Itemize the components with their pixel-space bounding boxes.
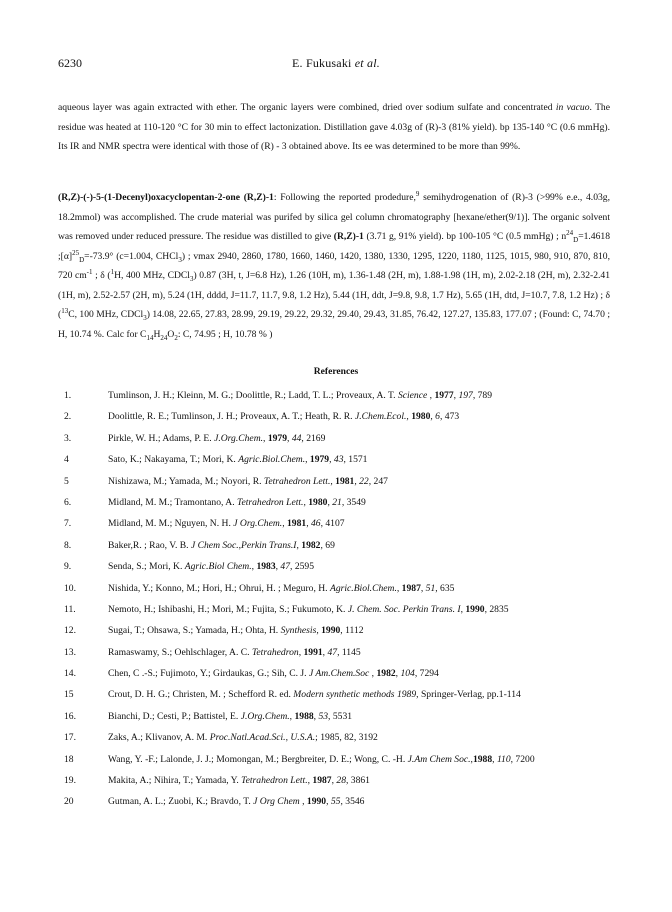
reference-authors: Bianchi, D.; Cesti, P.; Battistel, E.	[108, 710, 241, 722]
reference-number: 11.	[64, 603, 76, 615]
para2-text-1: : Following the reported prodedure,	[273, 192, 416, 203]
reference-number: 9.	[64, 561, 72, 573]
reference-journal: Tetrahedron	[251, 646, 299, 658]
references-heading: References	[313, 366, 359, 377]
reference-year: 1980	[411, 411, 431, 423]
paragraph-experimental-2	[58, 188, 610, 344]
reference-pages: , 3546	[340, 796, 365, 808]
para2-text-3: (3.71 g, 91% yield). bp 100-105 °C (0.5 mmHg) ; n	[363, 231, 567, 242]
reference-authors: Nishida, Y.; Konno, M.; Hori, H.; Ohrui, H. ; Meguro, H.	[108, 582, 330, 594]
para2-text-12: H	[153, 328, 161, 340]
reference-journal: J Chem Soc.,Perkin Trans.I	[190, 539, 297, 551]
running-header	[58, 56, 614, 72]
reference-text	[108, 732, 378, 743]
para2-text-14: : C, 74.95 ; H, 10.78 % )	[177, 328, 273, 340]
reference-pages: , 2595	[290, 561, 314, 573]
cdcl3-subscript: 3	[189, 274, 194, 283]
reference-journal: J.Chem.Ecol.	[354, 411, 407, 423]
reference-separator: ,	[470, 753, 473, 765]
reference-journal: J.Am Chem Soc.	[407, 753, 471, 765]
cdcl3-subscript-2: 3	[143, 313, 147, 322]
para2-text-9: ) 0.87 (3H, t, J=6.8 Hz), 1.26 (10H, m), 1.36-1.48 (2H, m), 1.88-1.98 (1H, m), 2.02-2.18 (2H, m), 2.32-2.41 (1H, m), 2.52-2.57 (2H, m), 5.24 (1H, dddd, J=11.7, 11.7, 9.8, 1.2 Hz), 5.44 (1H, ddt, J=9.8, 9.8, 1.7 Hz), 5.65 (1H, dtd, J=10.7, 7.8, 1.2 Hz) ; δ (	[58, 270, 610, 320]
reference-volume: 6	[435, 411, 440, 423]
nd-superscript: 24	[566, 228, 574, 237]
reference-separator: ,	[296, 539, 302, 551]
alpha-superscript: 25	[72, 248, 80, 257]
reference-separator: ,	[303, 496, 309, 508]
compound-name: (R,Z)-(-)-5-(1-Decenyl)oxacyclopentan-2-one (R,Z)-1	[58, 192, 274, 203]
reference-item	[58, 754, 614, 775]
reference-text: Sato, K.; Nakayama, T.; Mori, K. Agric.Biol.Chem., 1979, 43, 1571	[108, 454, 368, 466]
reference-separator: ,	[396, 582, 402, 594]
reference-year: 1982	[301, 539, 321, 551]
reference-volume: 197	[458, 390, 473, 401]
page-number: 6230	[58, 56, 82, 70]
reference-pages: , 1145	[337, 646, 361, 658]
reference-pages: 1985, 82, 3192	[320, 732, 378, 744]
reference-year: 1988	[472, 753, 493, 765]
reference-year: 1990	[306, 796, 327, 808]
para2-text-5: =-73.9° (c=1.004, CHCl	[84, 250, 179, 262]
paragraph-experimental-1	[58, 98, 610, 157]
reference-authors: Makita, A.; Nihira, T.; Yamada, Y.	[108, 775, 242, 787]
reference-year: 1979	[309, 454, 330, 466]
reference-text	[108, 625, 364, 636]
reference-authors: Nemoto, H.; Ishibashi, H.; Mori, M.; Fujita, S.; Fukumoto, K.	[108, 603, 348, 615]
reference-number: 15	[64, 689, 74, 701]
reference-volume: 44	[291, 432, 302, 444]
reference-volume: 28	[336, 775, 346, 787]
reference-text: Midland, M. M.; Tramontano, A. Tetrahedron Lett., 1980, 21, 3549	[108, 496, 366, 508]
reference-item	[58, 433, 614, 454]
reference-item	[58, 390, 614, 411]
reference-item	[58, 647, 614, 668]
reference-text: Senda, S.; Mori, K. Agric.Biol Chem., 1983, 47, 2595	[108, 561, 314, 573]
reference-item	[58, 604, 614, 625]
formula-o-subscript: 2	[174, 333, 178, 342]
para2-text-4: =1.4618 ;[α]	[58, 231, 610, 262]
reference-volume: 51	[425, 582, 436, 594]
reference-volume: 43	[333, 454, 344, 466]
reference-item	[58, 711, 614, 732]
reference-authors: Zaks, A.; Klivanov, A. M.	[108, 732, 210, 744]
reference-item	[58, 497, 614, 518]
reference-pages: , 2835	[484, 603, 509, 615]
et-al: et al.	[354, 56, 380, 70]
para2-text-10: C, 100 MHz, CDCl	[68, 309, 144, 320]
reference-journal: J. Chem. Soc. Perkin Trans. I	[347, 603, 461, 615]
cm-superscript: -1	[86, 267, 93, 276]
reference-year: 1981	[335, 475, 355, 487]
reference-text	[108, 689, 521, 700]
references-list	[58, 390, 614, 818]
reference-item	[58, 689, 614, 710]
reference-authors: Sato, K.; Nakayama, T.; Mori, K.	[108, 454, 239, 466]
reference-number: 14.	[64, 668, 76, 680]
reference-text: Gutman, A. L.; Zuobi, K.; Bravdo, T. J Org Chem , 1990, 55, 3546	[108, 796, 365, 808]
reference-text: Doolittle, R. E.; Tumlinson, J. H.; Proveaux, A. T.; Heath, R. R. J.Chem.Ecol., 1980, 6, 473	[108, 411, 460, 423]
reference-item	[58, 540, 614, 561]
reference-pages: , 247	[368, 475, 388, 487]
reference-authors: Wang, Y. -F.; Lalonde, J. J.; Momongan, M.; Bergbreiter, D. E.; Wong, C. -H.	[108, 753, 408, 765]
reference-year: 1990	[465, 603, 485, 615]
reference-item	[58, 583, 614, 604]
reference-year: 1981	[287, 518, 307, 530]
reference-number: 19.	[64, 775, 76, 787]
reference-number: 3.	[64, 432, 72, 444]
reference-journal: Tetrahedron Lett.	[241, 775, 308, 787]
reference-journal: Tetrahedron Lett.	[263, 475, 331, 487]
reference-journal: Modern synthetic methods 1989	[293, 689, 417, 701]
reference-pages: , 7200	[510, 753, 535, 765]
reference-authors: Nishizawa, M.; Yamada, M.; Noyori, R.	[108, 475, 264, 487]
reference-text: Nishida, Y.; Konno, M.; Hori, H.; Ohrui, H. ; Meguro, H. Agric.Biol.Chem., 1987, 51, 635	[108, 582, 455, 594]
reference-pages: , 2169	[301, 432, 326, 444]
para1-text-2: . The residue was heated at 110-120 °C for 30 min to effect lactonization. Distillation gave 4.03g of (R)-3 (81% yield). bp 135-140 °C (0.6 mmHg). Its IR and NMR spectra were identical with those of (R) - 3 obtained above. Its ee was determined to be more than 99%.	[58, 102, 610, 152]
para2-text-6: ) ; vmax 2940, 2860, 1780, 1660, 1460, 1420, 1380, 1330, 1295, 1220, 1180, 1125, 1015, 980, 910, 870, 810, 720 cm	[58, 250, 610, 281]
reference-volume: 47	[327, 646, 338, 658]
reference-year: 1987	[401, 582, 421, 594]
reference-separator: ,	[307, 775, 313, 787]
reference-journal: J.Org.Chem.	[240, 710, 290, 722]
reference-number: 18	[64, 753, 74, 765]
reference-number: 12.	[64, 625, 76, 637]
reference-item	[58, 561, 614, 582]
reference-item	[58, 625, 614, 646]
reference-year: 1982	[376, 668, 396, 680]
reference-number: 8.	[64, 539, 72, 551]
reference-journal: Tetrahedron Lett.	[237, 496, 304, 508]
reference-pages: , 69	[320, 539, 335, 551]
reference-journal: Synthesis	[280, 625, 317, 637]
reference-number: 10.	[64, 582, 76, 594]
reference-item	[58, 454, 614, 475]
chcl3-subscript: 3	[178, 255, 182, 264]
reference-item	[58, 775, 614, 796]
reference-year: 1991	[303, 646, 323, 658]
para1-text-1: aqueous layer was again extracted with ether. The organic layers were combined, dried over sodium sulfate and concentrated	[58, 102, 556, 113]
reference-text: Tumlinson, J. H.; Kleinn, M. G.; Doolittle, R.; Ladd, T. L.; Proveaux, A. T. Science , 1977, 197, 789	[108, 390, 493, 401]
reference-journal: J Org.Chem.	[233, 518, 283, 530]
reference-separator: ,	[316, 625, 322, 637]
reference-number: 2.	[64, 411, 72, 423]
reference-separator: ,	[298, 646, 304, 658]
reference-text: Wang, Y. -F.; Lalonde, J. J.; Momongan, M.; Bergbreiter, D. E.; Wong, C. -H. J.Am Chem Soc.,1988, 110, 7200	[108, 753, 535, 765]
reference-year: 1990	[321, 625, 341, 637]
reference-number: 6.	[64, 496, 72, 508]
reference-journal: Agric.Biol Chem.	[184, 561, 252, 573]
reference-number: 7.	[64, 518, 72, 530]
reference-pages: , 1571	[343, 454, 368, 466]
para2-text-7: ; δ (	[92, 270, 111, 281]
reference-text: Midland, M. M.; Nguyen, N. H. J Org.Chem., 1981, 46, 4107	[108, 518, 345, 530]
reference-item	[58, 476, 614, 497]
reference-authors: Gutman, A. L.; Zuobi, K.; Bravdo, T.	[108, 796, 254, 808]
reference-authors: Sugai, T.; Ohsawa, S.; Yamada, H.; Ohta, H.	[108, 625, 281, 637]
reference-number: 13.	[64, 646, 76, 658]
reference-number: 4	[64, 454, 69, 466]
nd-subscript: D	[573, 235, 579, 244]
reference-item	[58, 518, 614, 539]
reference-volume: 110	[496, 753, 511, 765]
reference-journal: Proc.Natl.Acad.Sci., U.S.A.	[209, 732, 316, 744]
reference-authors: Baker,R. ; Rao, V. B.	[108, 539, 191, 551]
reference-number: 1.	[64, 390, 72, 401]
alpha-subscript: D	[79, 255, 85, 264]
reference-separator: ,	[251, 561, 257, 573]
h1-superscript: 1	[110, 267, 115, 276]
reference-volume: 21	[332, 496, 342, 508]
reference-item	[58, 668, 614, 689]
reference-separator: ,	[369, 668, 377, 680]
para2-text-8: H, 400 MHz, CDCl	[114, 270, 190, 281]
reference-journal: J Am.Chem.Soc	[308, 668, 370, 680]
reference-text: Chen, C .-S.; Fujimoto, Y.; Girdaukas, G.; Sih, C. J. J Am.Chem.Soc , 1982, 104, 7294	[108, 668, 439, 680]
reference-authors: Midland, M. M.; Nguyen, N. H.	[108, 518, 234, 530]
reference-journal: Agric.Biol.Chem.	[238, 454, 306, 466]
reference-item	[58, 411, 614, 432]
reference-separator: ,	[305, 454, 310, 466]
reference-pages: , 1112	[340, 625, 364, 637]
reference-pages: , 3549	[341, 496, 366, 508]
reference-pages: , 4107	[320, 518, 345, 530]
reference-separator: ,	[289, 710, 295, 722]
reference-separator: , Springer-Verlag, pp.1-114	[416, 689, 521, 701]
reference-volume: 55	[330, 796, 341, 808]
reference-separator: ,	[460, 603, 466, 615]
reference-pages: , 5531	[328, 710, 353, 722]
c13-superscript: 13	[61, 306, 69, 315]
reference-number: 5	[64, 475, 69, 487]
reference-pages: , 7294	[414, 668, 439, 680]
reference-separator: ,	[299, 796, 307, 808]
reference-text: Ramaswamy, S.; Oehlschlager, A. C. Tetrahedron, 1991, 47, 1145	[108, 646, 361, 658]
para2-text-11: ) 14.08, 22.65, 27.83, 28.99, 29.19, 29.22, 29.32, 29.40, 29.43, 31.85, 76.42, 127.27, 135.83, 177.07 ; (Found: C, 74.70 ; H, 10.74 %. Calc for C	[58, 309, 611, 340]
reference-year: 1988	[294, 710, 314, 722]
para1-in-vacuo: in vacuo	[555, 102, 590, 113]
reference-pages: , 789	[472, 390, 493, 401]
reference-text	[108, 540, 335, 551]
reference-separator: ,	[406, 411, 412, 423]
reference-separator: ,	[263, 432, 268, 444]
reference-separator: ,	[330, 475, 336, 487]
reference-year: 1979	[267, 432, 288, 444]
para2-text-2: semihydrogenation of (R)-3 (>99% e.e., 4.03g, 18.2mmol) was accomplished. The crude material was purifed by silica gel column chromatography [hexane/ether(9/1)]. The organic solvent was removed under reduced pressure. The residue was distilled to give	[58, 192, 610, 242]
reference-authors: Ramaswamy, S.; Oehlschlager, A. C.	[108, 646, 252, 658]
reference-year: 1987	[312, 775, 332, 787]
formula-h-subscript: 24	[160, 333, 168, 342]
reference-volume: 47	[280, 561, 291, 573]
reference-journal: Agric.Biol.Chem.	[329, 582, 397, 594]
reference-journal: J.Org.Chem.	[214, 432, 264, 444]
reference-journal: Science	[397, 390, 428, 401]
reference-number: 20	[64, 796, 74, 808]
reference-separator: ,	[282, 518, 287, 530]
reference-authors: Chen, C .-S.; Fujimoto, Y.; Girdaukas, G.; Sih, C. J.	[108, 668, 309, 680]
reference-text: Makita, A.; Nihira, T.; Yamada, Y. Tetrahedron Lett., 1987, 28, 3861	[108, 775, 370, 787]
reference-year: 1977	[434, 390, 454, 401]
reference-volume: 22	[359, 475, 369, 487]
running-head-authors	[58, 56, 614, 71]
reference-volume: 104	[400, 668, 415, 680]
reference-separator: ,	[427, 390, 435, 401]
reference-authors: Senda, S.; Mori, K.	[108, 561, 185, 573]
reference-text: Bianchi, D.; Cesti, P.; Battistel, E. J.Org.Chem., 1988, 53, 5531	[108, 710, 353, 722]
author-name: E. Fukusaki	[292, 56, 352, 70]
reference-separator: ;	[315, 732, 321, 744]
reference-volume: 53	[318, 710, 329, 722]
reference-authors: Tumlinson, J. H.; Kleinn, M. G.; Doolittle, R.; Ladd, T. L.; Proveaux, A. T.	[108, 390, 398, 401]
reference-item	[58, 732, 614, 753]
reference-item	[58, 796, 614, 817]
reference-year: 1980	[308, 496, 328, 508]
reference-text: Pirkle, W. H.; Adams, P. E. J.Org.Chem., 1979, 44, 2169	[108, 432, 326, 444]
reference-number: 16.	[64, 710, 76, 722]
reference-number: 17.	[64, 732, 76, 744]
reference-journal: J Org Chem	[253, 796, 300, 808]
reference-superscript: 9	[415, 189, 420, 198]
para2-text-13: O	[167, 328, 175, 340]
reference-authors: Midland, M. M.; Tramontano, A.	[108, 496, 237, 508]
reference-year: 1983	[256, 561, 276, 573]
reference-volume: 46	[310, 518, 321, 530]
reference-authors: Pirkle, W. H.; Adams, P. E.	[108, 432, 215, 444]
reference-pages: , 473	[439, 411, 460, 423]
formula-c-subscript: 14	[146, 333, 154, 342]
reference-authors: Crout, D. H. G.; Christen, M. ; Schefford R. ed.	[108, 689, 294, 701]
reference-pages: , 635	[435, 582, 455, 594]
reference-authors: Doolittle, R. E.; Tumlinson, J. H.; Proveaux, A. T.; Heath, R. R.	[108, 411, 355, 423]
product-name: (R,Z)-1	[333, 231, 364, 242]
reference-text: Nishizawa, M.; Yamada, M.; Noyori, R. Tetrahedron Lett., 1981, 22, 247	[108, 475, 388, 487]
reference-text	[108, 604, 509, 615]
reference-pages: , 3861	[345, 775, 370, 787]
